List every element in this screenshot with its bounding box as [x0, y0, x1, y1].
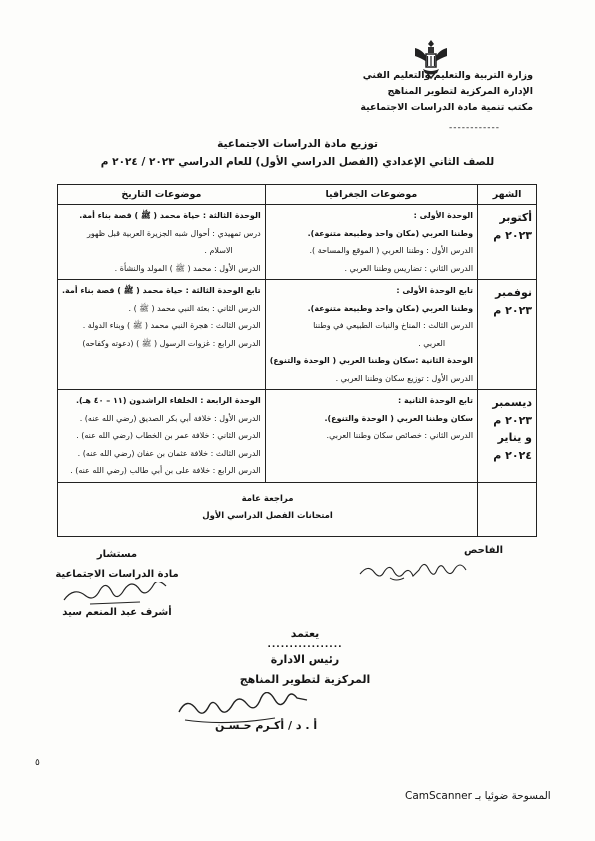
- geo-line: وطننا العربي (مكان واحد وطبيعة متنوعة).: [307, 303, 474, 313]
- table-row: [58, 205, 537, 280]
- exams-label: امتحانات الفصل الدراسي الأول: [202, 511, 333, 521]
- geo-line: وطننا العربي (مكان واحد وطبيعة متنوعة).: [307, 228, 474, 238]
- history-line: الدرس الأول : خلافة أبي بكر الصديق (رضي الله عنه) .: [79, 413, 261, 423]
- curriculum-table: [57, 184, 537, 537]
- inspector-signature-icon: [350, 556, 470, 584]
- history-line: الاسلام .: [204, 246, 233, 255]
- header-month: الشهر: [478, 185, 537, 205]
- month-name: ديسمبر: [492, 396, 532, 409]
- inspector-label: الفاحص: [464, 545, 503, 556]
- history-cell: [58, 390, 266, 483]
- geo-line: العربي .: [418, 338, 446, 348]
- history-line: الدرس الثالث : خلافة عثمان بن عفان (رضي الله عنه) .: [77, 448, 261, 458]
- approver-name: أ . د / أكـرم حـسـن: [215, 719, 318, 732]
- geo-line: الدرس الثاني : تضاريس وطننا العربي .: [344, 263, 474, 273]
- review-cell: [58, 482, 478, 536]
- approve-title-2: المركزية لتطوير المناهج: [239, 673, 371, 686]
- table-header-row: [58, 185, 537, 205]
- advisor-signature-icon: [60, 582, 170, 608]
- advisor-name: أشرف عبد المنعم سيد: [62, 607, 172, 618]
- approval-block: [205, 627, 405, 690]
- table-row: [58, 280, 537, 390]
- geo-line: الدرس الثالث : المناخ والنبات الطبيعي في وطننا: [313, 321, 474, 330]
- month-year: ٢٠٢٣ م: [493, 228, 532, 242]
- history-line: الدرس الأول : محمد ( ﷺ ) المولد والنشأة .: [114, 263, 261, 273]
- geo-unit: تابع الوحدة الأولى :: [396, 286, 474, 295]
- ministry-line-3: مكتب تنمية مادة الدراسات الاجتماعية: [360, 102, 533, 113]
- header-geography: موضوعات الجغرافيا: [265, 185, 477, 205]
- inspector-block: [464, 545, 503, 556]
- document-title: توزيع مادة الدراسات الاجتماعية: [217, 138, 378, 150]
- history-line: الدرس الثالث : هجرة النبي محمد ( ﷺ ) وبناء الدولة .: [82, 321, 261, 330]
- ministry-line-1: وزارة التربية والتعليم والتعليم الفني: [362, 70, 533, 81]
- approve-dots: .................: [267, 640, 343, 650]
- approve-title-1: رئيس الادارة: [270, 653, 340, 666]
- review-label: مراجعة عامة: [241, 493, 294, 504]
- advisor-label: مستشار: [96, 549, 138, 560]
- month-year: ٢٠٢٣ م: [493, 303, 532, 317]
- history-unit: الوحدة الثالثة : حياة محمد ( ﷺ ) قصة بناء أمة.: [79, 211, 261, 220]
- table-row-review: [58, 482, 537, 536]
- history-line: الدرس الرابع : خلافة على بن أبي طالب (رضي الله عنه) .: [70, 466, 261, 475]
- geography-cell: [265, 205, 477, 280]
- geography-cell: [265, 280, 477, 390]
- history-line: الدرس الثاني : خلافة عمر بن الخطاب (رضي الله عنه) .: [76, 431, 261, 440]
- month-cell-empty: [478, 482, 537, 536]
- camscanner-watermark: CamScanner المسوحة ضوئيا بـ: [405, 790, 551, 802]
- geo-line: سكان وطننا العربي ( الوحدة والتنوع).: [324, 413, 474, 423]
- table-row: [58, 390, 537, 483]
- history-cell: [58, 280, 266, 390]
- history-cell: [58, 205, 266, 280]
- document-subtitle: للصف الثاني الإعدادي (الفصل الدراسي الأول) للعام الدراسي ٢٠٢٣ / ٢٠٢٤ م: [100, 156, 495, 168]
- geo-unit: تابع الوحدة الثانية :: [398, 396, 474, 405]
- month-cell: [478, 280, 537, 390]
- geo-line: الدرس الأول : توزيع سكان وطننا العربي .: [335, 373, 474, 383]
- advisor-subject: مادة الدراسات الاجتماعية: [55, 569, 179, 580]
- month-year: ٢٠٢٤ م: [493, 448, 532, 462]
- header-separator: ------------: [449, 123, 500, 133]
- history-unit: الوحدة الرابعة : الخلفاء الراشدون (١١ – ٤٠ هـ).: [75, 396, 261, 405]
- month-name: و يناير: [497, 431, 532, 444]
- month-cell: [478, 390, 537, 483]
- geo-line: الدرس الثاني : خصائص سكان وطننا العربي.: [326, 431, 474, 440]
- geo-unit: الوحدة الثانية :سكان وطننا العربي ( الوحدة والتنوع): [269, 356, 474, 365]
- approve-label: يعتمد: [290, 627, 320, 640]
- ministry-line-2: الإدارة المركزية لتطوير المناهج: [387, 86, 533, 97]
- month-year: ٢٠٢٣ م: [493, 413, 532, 427]
- geography-cell: [265, 390, 477, 483]
- month-cell: [478, 205, 537, 280]
- month-name: أكتوبر: [499, 211, 532, 224]
- geo-unit: الوحدة الأولى :: [413, 211, 474, 220]
- history-line: درس تمهيدي : أحوال شبه الجزيرة العربية قبل ظهور: [87, 228, 261, 238]
- geo-line: الدرس الأول : وطننا العربي ( الموقع والمساحة ).: [309, 246, 474, 255]
- page-number: ٥: [35, 758, 40, 768]
- ministry-header: [360, 68, 533, 116]
- header-history: موضوعات التاريخ: [58, 185, 266, 205]
- history-unit: تابع الوحدة الثالثة : حياة محمد ( ﷺ ) قصة بناء أمة.: [62, 286, 261, 295]
- history-line: الدرس الرابع : غزوات الرسول ( ﷺ ) (دعوته وكفاحه): [82, 338, 261, 348]
- history-line: الدرس الثاني : بعثة النبي محمد ( ﷺ ) .: [128, 303, 261, 313]
- month-name: نوفمبر: [495, 286, 532, 299]
